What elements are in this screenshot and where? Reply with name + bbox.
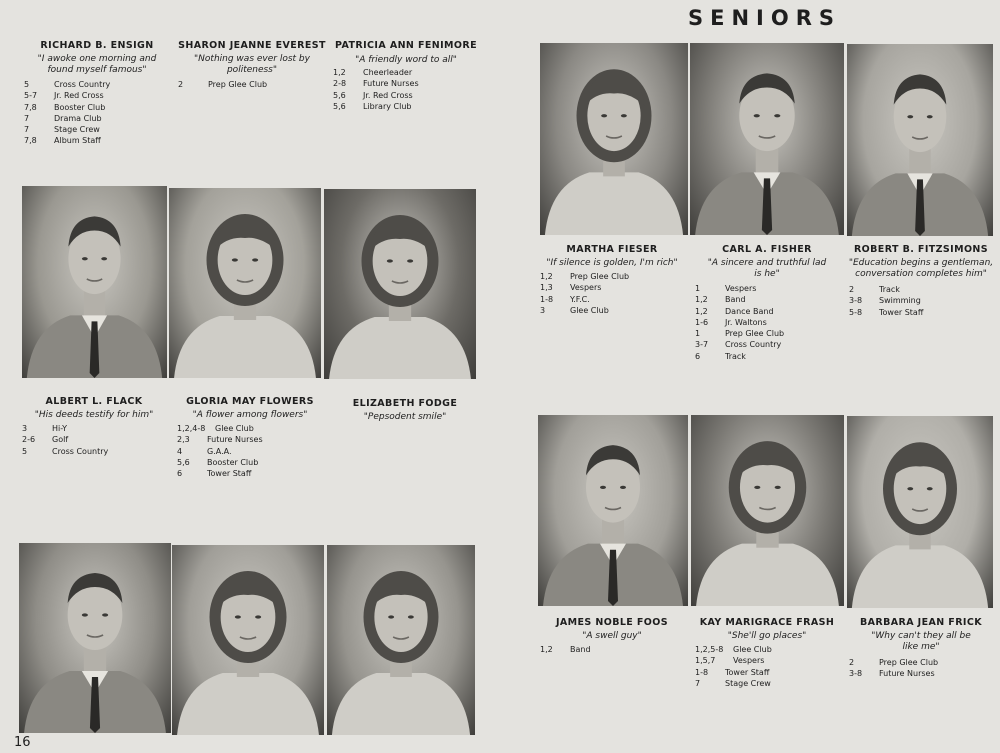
activity-name: Prep Glee Club bbox=[570, 272, 630, 281]
senior-name: ROBERT B. FITZSIMONS bbox=[853, 244, 989, 255]
activity-name: Hi-Y bbox=[52, 424, 68, 433]
activity-row bbox=[695, 317, 784, 328]
activity-years: 1,2 bbox=[333, 68, 346, 77]
activity-years: 7 bbox=[24, 125, 30, 135]
activity-years: 6 bbox=[177, 469, 183, 479]
activity-list bbox=[24, 79, 110, 147]
activity-row bbox=[177, 434, 263, 445]
activity-row bbox=[24, 79, 110, 90]
activity-row bbox=[22, 434, 108, 445]
activity-years: 3-8 bbox=[849, 669, 863, 679]
portrait-photo-fodge bbox=[324, 189, 476, 379]
activity-row bbox=[22, 446, 108, 457]
activity-row bbox=[695, 306, 784, 317]
activity-name: Booster Club bbox=[54, 102, 106, 112]
activity-name: Prep Glee Club bbox=[879, 658, 939, 667]
activity-name: Drama Club bbox=[54, 113, 102, 123]
senior-quote bbox=[326, 55, 486, 66]
activity-years: 1 bbox=[695, 284, 701, 293]
portrait-photo-fitzsimons bbox=[847, 44, 993, 236]
senior-quote bbox=[841, 258, 1000, 280]
quote-line: "She'll go places" bbox=[727, 631, 807, 641]
activity-row bbox=[24, 135, 110, 146]
quote-line: found myself famous" bbox=[47, 65, 147, 75]
activity-name: Glee Club bbox=[215, 424, 254, 433]
senior-quote bbox=[170, 410, 330, 421]
quote-line: like me" bbox=[902, 642, 940, 652]
quote-line: "Education begins a gentleman, bbox=[848, 258, 994, 268]
activity-row bbox=[695, 667, 772, 678]
activity-row bbox=[695, 328, 784, 339]
activity-name: Future Nurses bbox=[207, 435, 263, 445]
senior-quote bbox=[532, 258, 692, 269]
activity-years: 1-6 bbox=[695, 317, 709, 327]
activity-name: Stage Crew bbox=[725, 678, 771, 688]
activity-list bbox=[849, 657, 938, 680]
activity-years: 2-6 bbox=[22, 435, 36, 445]
activity-years: 7 bbox=[24, 113, 30, 123]
activity-row bbox=[849, 307, 923, 318]
activity-name: Vespers bbox=[570, 283, 602, 293]
activity-name: Track bbox=[879, 285, 900, 294]
activity-row bbox=[24, 90, 110, 101]
activity-name: Track bbox=[725, 351, 746, 361]
activity-years: 3 bbox=[540, 305, 546, 315]
activity-name: Tower Staff bbox=[879, 307, 924, 317]
senior-name: KAY MARIGRACE FRASH bbox=[699, 617, 835, 628]
activity-row bbox=[177, 468, 263, 479]
activity-name: Glee Club bbox=[733, 645, 772, 654]
page-heading: SENIORS bbox=[688, 6, 842, 30]
portrait-photo-fieser bbox=[540, 43, 688, 235]
activity-row bbox=[22, 423, 108, 434]
activity-years: 5,6 bbox=[177, 457, 190, 467]
senior-name: PATRICIA ANN FENIMORE bbox=[335, 40, 477, 51]
senior-quote bbox=[841, 631, 1000, 653]
portrait-photo-ensign bbox=[19, 543, 171, 733]
activity-row bbox=[540, 305, 629, 316]
activity-row bbox=[695, 655, 772, 666]
senior-name: JAMES NOBLE FOOS bbox=[556, 617, 668, 628]
senior-name: ALBERT L. FLACK bbox=[45, 396, 143, 407]
quote-line: "A sincere and truthful lad bbox=[707, 258, 827, 268]
activity-list bbox=[695, 644, 772, 689]
activity-list bbox=[177, 423, 263, 479]
activity-name: Jr. Red Cross bbox=[54, 91, 104, 101]
quote-line: is he" bbox=[754, 269, 780, 279]
senior-quote bbox=[14, 410, 174, 421]
activity-years: 3-7 bbox=[695, 340, 709, 350]
activity-years: 5,6 bbox=[333, 101, 346, 111]
activity-name: Swimming bbox=[879, 296, 921, 306]
activity-row bbox=[24, 124, 110, 135]
activity-name: Glee Club bbox=[570, 305, 609, 315]
quote-line: "If silence is golden, I'm rich" bbox=[546, 258, 678, 268]
activity-row bbox=[540, 644, 591, 655]
activity-name: Tower Staff bbox=[725, 667, 770, 677]
activity-row bbox=[849, 657, 938, 668]
activity-years: 1,3 bbox=[540, 283, 553, 293]
activity-name: Cross Country bbox=[52, 446, 109, 456]
senior-quote bbox=[532, 631, 692, 642]
page-number: 16 bbox=[14, 735, 31, 750]
quote-line: politeness" bbox=[226, 65, 278, 75]
activity-years: 3-8 bbox=[849, 296, 863, 306]
activity-years: 1-8 bbox=[695, 667, 709, 677]
portrait-photo-frash bbox=[691, 415, 844, 606]
activity-years: 5 bbox=[24, 80, 30, 89]
activity-row bbox=[849, 295, 923, 306]
activity-name: Prep Glee Club bbox=[725, 329, 785, 339]
activity-name: Booster Club bbox=[207, 457, 259, 467]
senior-quote bbox=[172, 54, 332, 76]
activity-years: 7,8 bbox=[24, 102, 37, 112]
activity-row bbox=[333, 90, 419, 101]
activity-years: 2 bbox=[849, 658, 855, 667]
activity-name: Cross Country bbox=[54, 80, 111, 89]
activity-name: Library Club bbox=[363, 101, 412, 111]
activity-name: Band bbox=[570, 645, 591, 654]
quote-line: "A friendly word to all" bbox=[355, 55, 457, 65]
activity-years: 4 bbox=[177, 446, 183, 456]
activity-years: 1,2 bbox=[540, 272, 553, 281]
activity-name: Album Staff bbox=[54, 136, 101, 146]
activity-row bbox=[177, 446, 263, 457]
portrait-photo-frick bbox=[847, 416, 993, 608]
activity-name: Cross Country bbox=[725, 340, 782, 350]
activity-name: Future Nurses bbox=[363, 79, 419, 89]
portrait-photo-flowers bbox=[169, 188, 321, 378]
quote-line: "His deeds testify for him" bbox=[34, 410, 154, 420]
activity-row bbox=[178, 79, 267, 90]
senior-quote bbox=[17, 54, 177, 76]
activity-years: 1-8 bbox=[540, 294, 554, 304]
activity-years: 6 bbox=[695, 351, 701, 361]
activity-name: Band bbox=[725, 295, 746, 305]
activity-name: Jr. Waltons bbox=[725, 317, 767, 327]
activity-row bbox=[540, 271, 629, 282]
activity-row bbox=[849, 284, 923, 295]
activity-years: 5-8 bbox=[849, 307, 863, 317]
activity-row bbox=[24, 113, 110, 124]
activity-row bbox=[540, 282, 629, 293]
activity-name: Vespers bbox=[725, 284, 757, 293]
senior-name: BARBARA JEAN FRICK bbox=[860, 617, 982, 628]
activity-row bbox=[24, 102, 110, 113]
senior-quote bbox=[687, 258, 847, 280]
activity-years: 2-8 bbox=[333, 79, 347, 89]
activity-years: 1,2 bbox=[540, 645, 553, 654]
activity-years: 1,2,4-8 bbox=[177, 424, 206, 433]
portrait-photo-fenimore bbox=[327, 545, 475, 735]
senior-name: MARTHA FIESER bbox=[566, 244, 658, 255]
activity-row bbox=[177, 457, 263, 468]
activity-years: 1,2 bbox=[695, 295, 708, 305]
senior-name: GLORIA MAY FLOWERS bbox=[186, 396, 314, 407]
quote-line: conversation completes him" bbox=[855, 269, 987, 279]
activity-name: Stage Crew bbox=[54, 125, 100, 135]
activity-name: Y.F.C. bbox=[570, 294, 590, 304]
activity-row bbox=[695, 644, 772, 655]
activity-row bbox=[695, 678, 772, 689]
activity-years: 7 bbox=[695, 678, 701, 688]
activity-list bbox=[540, 644, 591, 655]
activity-years: 5 bbox=[22, 446, 28, 456]
activity-row bbox=[849, 668, 938, 679]
portrait-photo-flack bbox=[22, 186, 167, 378]
activity-years: 2 bbox=[849, 285, 855, 294]
quote-line: "A flower among flowers" bbox=[192, 410, 308, 420]
activity-list bbox=[695, 283, 784, 362]
activity-list bbox=[22, 423, 108, 457]
activity-years: 1 bbox=[695, 329, 701, 339]
activity-years: 3 bbox=[22, 424, 28, 433]
activity-list bbox=[333, 67, 419, 112]
activity-years: 2 bbox=[178, 80, 184, 89]
activity-row bbox=[695, 351, 784, 362]
activity-name: Vespers bbox=[733, 656, 765, 666]
activity-years: 5,6 bbox=[333, 90, 346, 100]
senior-quote bbox=[325, 412, 485, 423]
portrait-photo-foos bbox=[538, 415, 688, 606]
activity-name: G.A.A. bbox=[207, 446, 232, 456]
activity-row bbox=[333, 67, 419, 78]
activity-name: Tower Staff bbox=[207, 469, 252, 479]
quote-line: "A swell guy" bbox=[582, 631, 642, 641]
activity-name: Jr. Red Cross bbox=[363, 90, 413, 100]
activity-years: 1,2 bbox=[695, 306, 708, 316]
activity-row bbox=[695, 294, 784, 305]
activity-row bbox=[333, 101, 419, 112]
activity-years: 1,5,7 bbox=[695, 656, 716, 666]
activity-name: Dance Band bbox=[725, 306, 774, 316]
activity-years: 2,3 bbox=[177, 435, 190, 445]
quote-line: "I awoke one morning and bbox=[37, 54, 157, 64]
activity-row bbox=[177, 423, 263, 434]
activity-list bbox=[849, 284, 923, 318]
activity-years: 5-7 bbox=[24, 91, 38, 101]
activity-years: 1,2,5-8 bbox=[695, 645, 724, 654]
senior-name: CARL A. FISHER bbox=[722, 244, 812, 255]
senior-name: SHARON JEANNE EVEREST bbox=[178, 40, 326, 51]
quote-line: "Pepsodent smile" bbox=[363, 412, 447, 422]
activity-years: 7,8 bbox=[24, 136, 37, 146]
activity-row bbox=[695, 339, 784, 350]
activity-name: Future Nurses bbox=[879, 669, 935, 679]
senior-name: RICHARD B. ENSIGN bbox=[40, 40, 154, 51]
portrait-photo-fisher bbox=[690, 43, 844, 235]
quote-line: "Nothing was ever lost by bbox=[194, 54, 310, 64]
senior-name: ELIZABETH FODGE bbox=[352, 398, 458, 409]
activity-name: Cheerleader bbox=[363, 68, 413, 77]
activity-name: Prep Glee Club bbox=[208, 80, 268, 89]
activity-list bbox=[540, 271, 629, 316]
activity-name: Golf bbox=[52, 435, 69, 445]
senior-quote bbox=[687, 631, 847, 642]
activity-row bbox=[540, 294, 629, 305]
quote-line: "Why can't they all be bbox=[871, 631, 971, 641]
activity-list bbox=[178, 79, 267, 90]
portrait-photo-everest bbox=[172, 545, 324, 735]
activity-row bbox=[333, 78, 419, 89]
activity-row bbox=[695, 283, 784, 294]
